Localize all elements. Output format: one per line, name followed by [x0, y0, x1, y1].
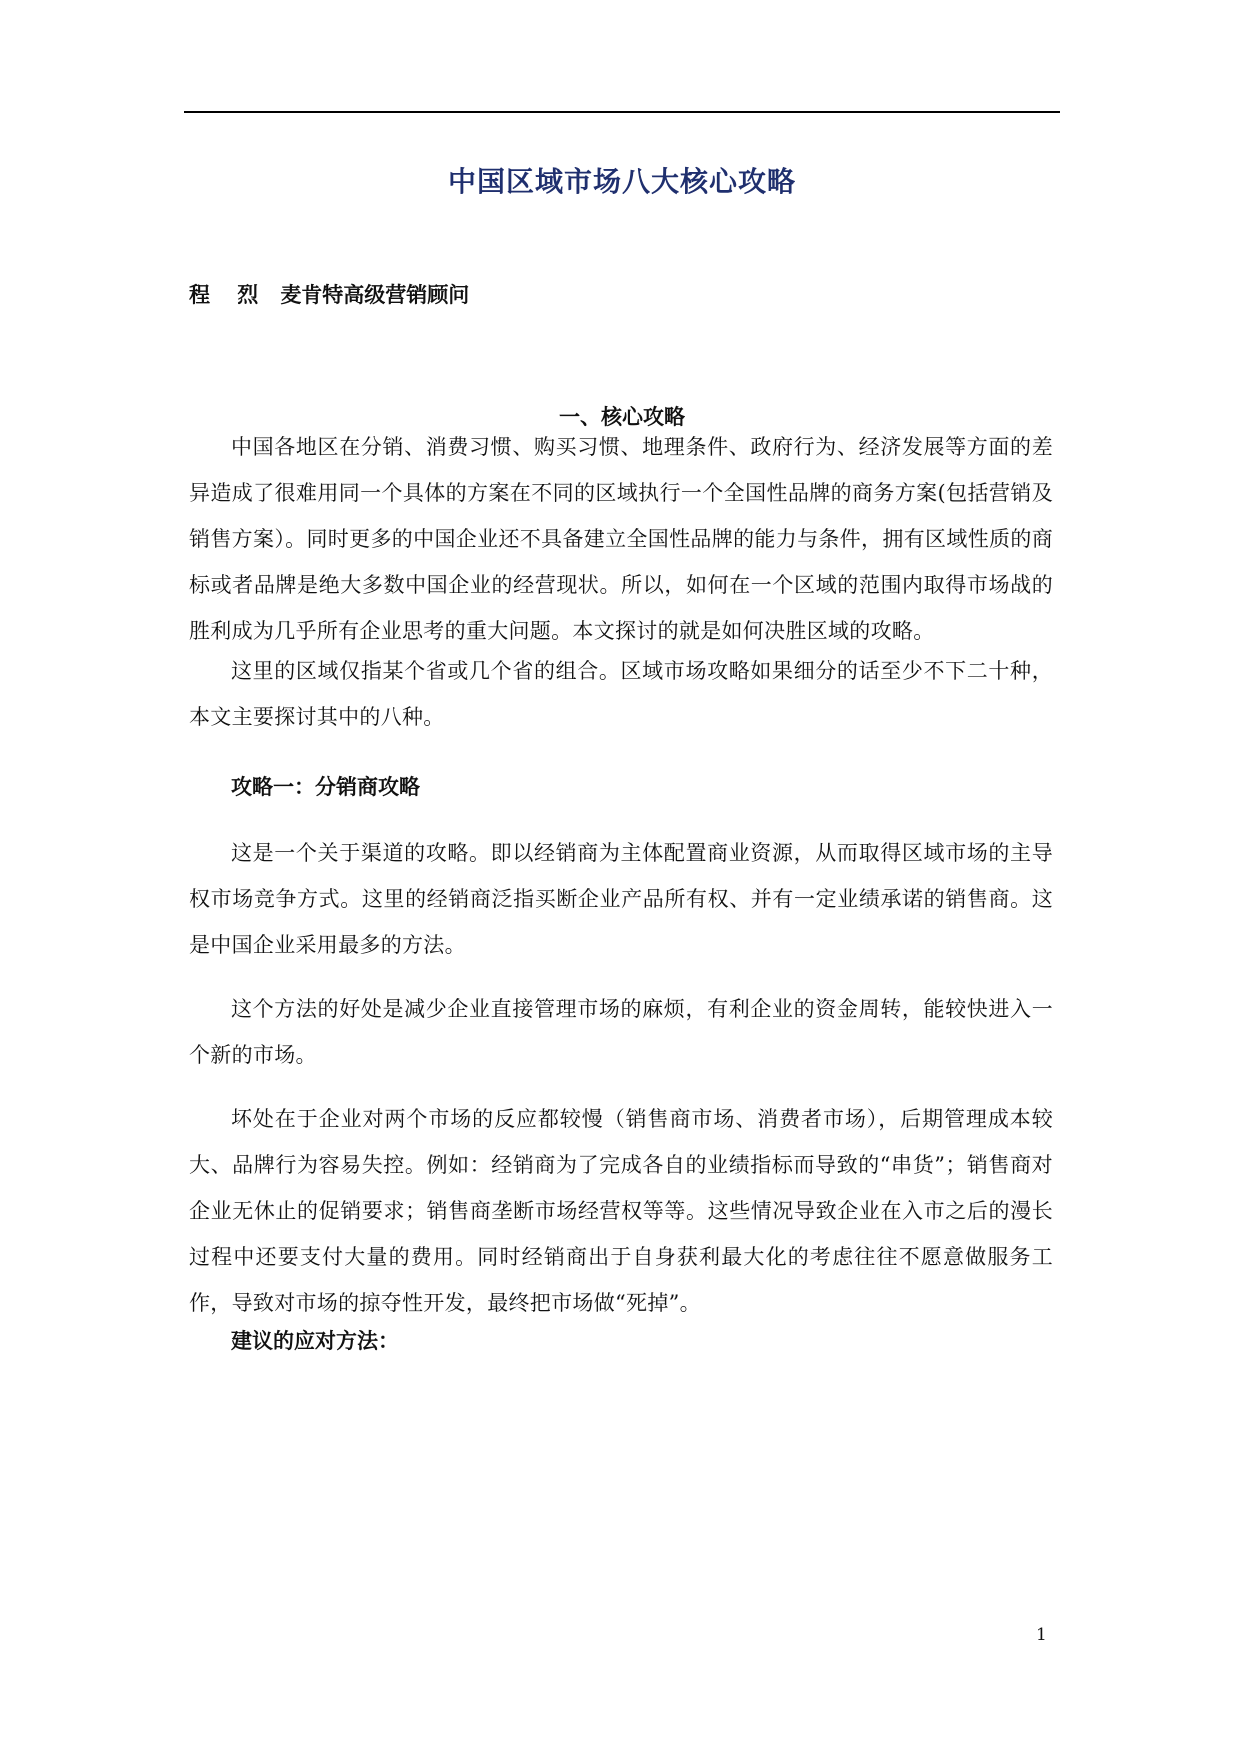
page-number: 1 — [1036, 1625, 1047, 1645]
paragraph-region-scope: 这里的区域仅指某个省或几个省的组合。区域市场攻略如果细分的话至少不下二十种，本文主要探讨其中的八种。 — [189, 659, 1053, 729]
paragraph-disadvantages: 坏处在于企业对两个市场的反应都较慢（销售商市场、消费者市场），后期管理成本较大、品牌行为容易失控。例如：经销商为了完成各自的业绩指标而导致的“串货”；销售商对企业无休止的促销要求；销售商垄断市场经营权等等。这些情况导致企业在入市之后的漫长过程中还要支付大量的费用。同时经销商出于自身获利最大化的考虑往往不愿意做服务工作，导致对市场的掠夺性开发，最终把市场做“死掉”。 — [189, 1107, 1053, 1315]
section-heading: 一、核心攻略 — [559, 404, 685, 429]
paragraph-intro: 中国各地区在分销、消费习惯、购买习惯、地理条件、政府行为、经济发展等方面的差异造成了很难用同一个具体的方案在不同的区域执行一个全国性品牌的商务方案(包括营销及销售方案）。同时更多的中国企业还不具备建立全国性品牌的能力与条件，拥有区域性质的商标或者品牌是绝大多数中国企业的经营现状。所以，如何在一个区域的范围内取得市场战的胜利成为几乎所有企业思考的重大问题。本文探讨的就是如何决胜区域的攻略。 — [189, 435, 1053, 643]
strategy-one-heading: 攻略一：分销商攻略 — [231, 774, 420, 799]
paragraph-channel-strategy: 这是一个关于渠道的攻略。即以经销商为主体配置商业资源，从而取得区域市场的主导权市场竞争方式。这里的经销商泛指买断企业产品所有权、并有一定业绩承诺的销售商。这是中国企业采用最多的方法。 — [189, 841, 1053, 957]
author-byline — [189, 280, 469, 310]
suggestion-heading: 建议的应对方法： — [231, 1328, 399, 1353]
document-title: 中国区域市场八大核心攻略 — [447, 165, 796, 198]
header-rule — [184, 111, 1060, 113]
author-role: 麦肯特高级营销顾问 — [280, 282, 470, 307]
paragraph-advantages: 这个方法的好处是减少企业直接管理市场的麻烦，有利企业的资金周转，能较快进入一个新的市场。 — [189, 997, 1053, 1067]
author-name: 程 烈 — [189, 282, 269, 307]
